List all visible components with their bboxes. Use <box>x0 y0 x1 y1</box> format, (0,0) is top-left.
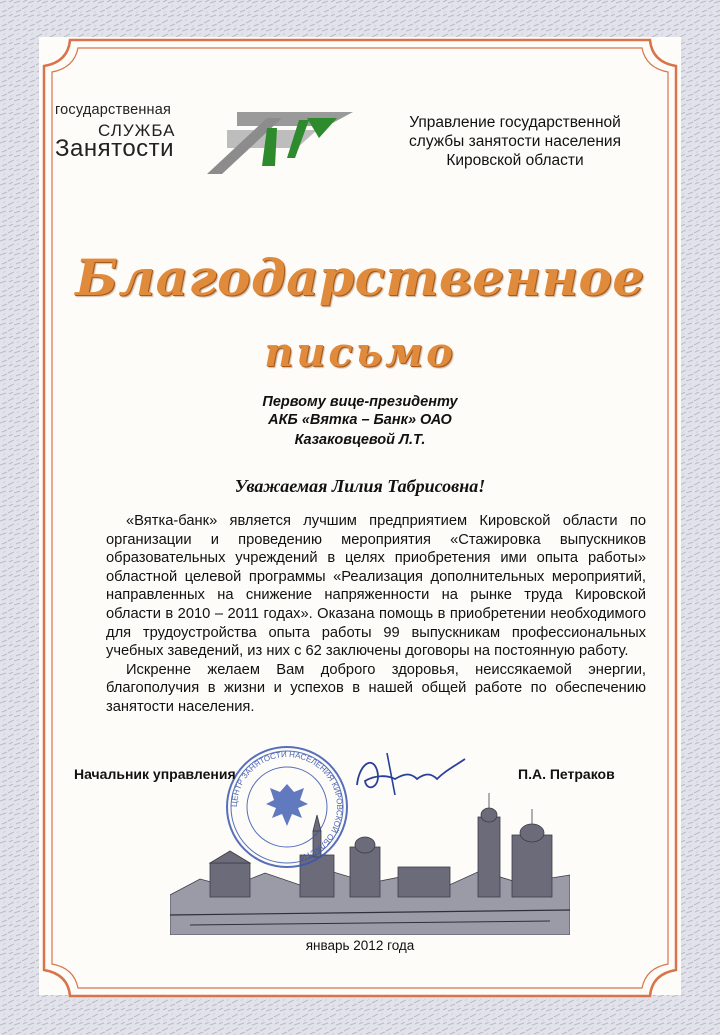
document-title-line-2: письмо <box>264 329 456 376</box>
addressee-name: Казаковцевой Л.Т. <box>294 432 426 448</box>
body-paragraph-2: Искренне желаем Вам доброго здоровья, неиссякаемой энергии, благополучия в жизни и успехов в нашей общей работе по обеспечению занятости населения. <box>106 661 646 715</box>
organization-name <box>385 113 645 170</box>
document-title-line-1: Благодарственное <box>75 248 645 307</box>
logo-line-2: СЛУЖБА <box>98 120 176 140</box>
organization-line: Кировской области <box>446 152 584 169</box>
official-stamp <box>222 742 352 872</box>
eagle-emblem-icon <box>266 784 308 826</box>
greeting: Уважаемая Лилия Табрисовна! <box>234 476 486 496</box>
document-date: январь 2012 года <box>305 938 415 953</box>
organization-line: службы занятости населения <box>409 133 621 150</box>
organization-line: Управление государственной <box>409 114 621 131</box>
logo-line-1: государственная <box>55 102 172 118</box>
employment-service-logo <box>55 103 225 161</box>
addressee-company: АКБ «Вятка – Банк» ОАО <box>268 412 452 428</box>
logo-emblem-icon <box>207 108 357 178</box>
letter-body <box>106 512 646 717</box>
signatory-name: П.А. Петраков <box>518 766 615 782</box>
signatory-position: Начальник управления <box>74 766 236 782</box>
stamp-text: ЦЕНТР ЗАНЯТОСТИ НАСЕЛЕНИЯ КИРОВСКОЙ ОБЛАСТИ <box>229 749 345 863</box>
logo-line-3: Занятости <box>55 134 175 162</box>
body-paragraph-1: «Вятка-банк» является лучшим предприятием Кировской области по организации и проведению мероприятия «Стажировка выпускников образовательных учреждений в целях приобретения ими опыта работы» областной целевой программы «Реализация дополнительных мероприятий, направленных на снижение напряженности на рынке труда Кировской области в 2010 – 2011 годах». Оказана помощь в приобретении необходимого для трудоустройства опыта работы 99 выпускникам профессиональных учебных заведений, из них с 62 заключены договоры на постоянную работу. <box>106 513 646 660</box>
handwritten-signature <box>347 745 477 805</box>
addressee-position: Первому вице-президенту <box>262 394 458 410</box>
